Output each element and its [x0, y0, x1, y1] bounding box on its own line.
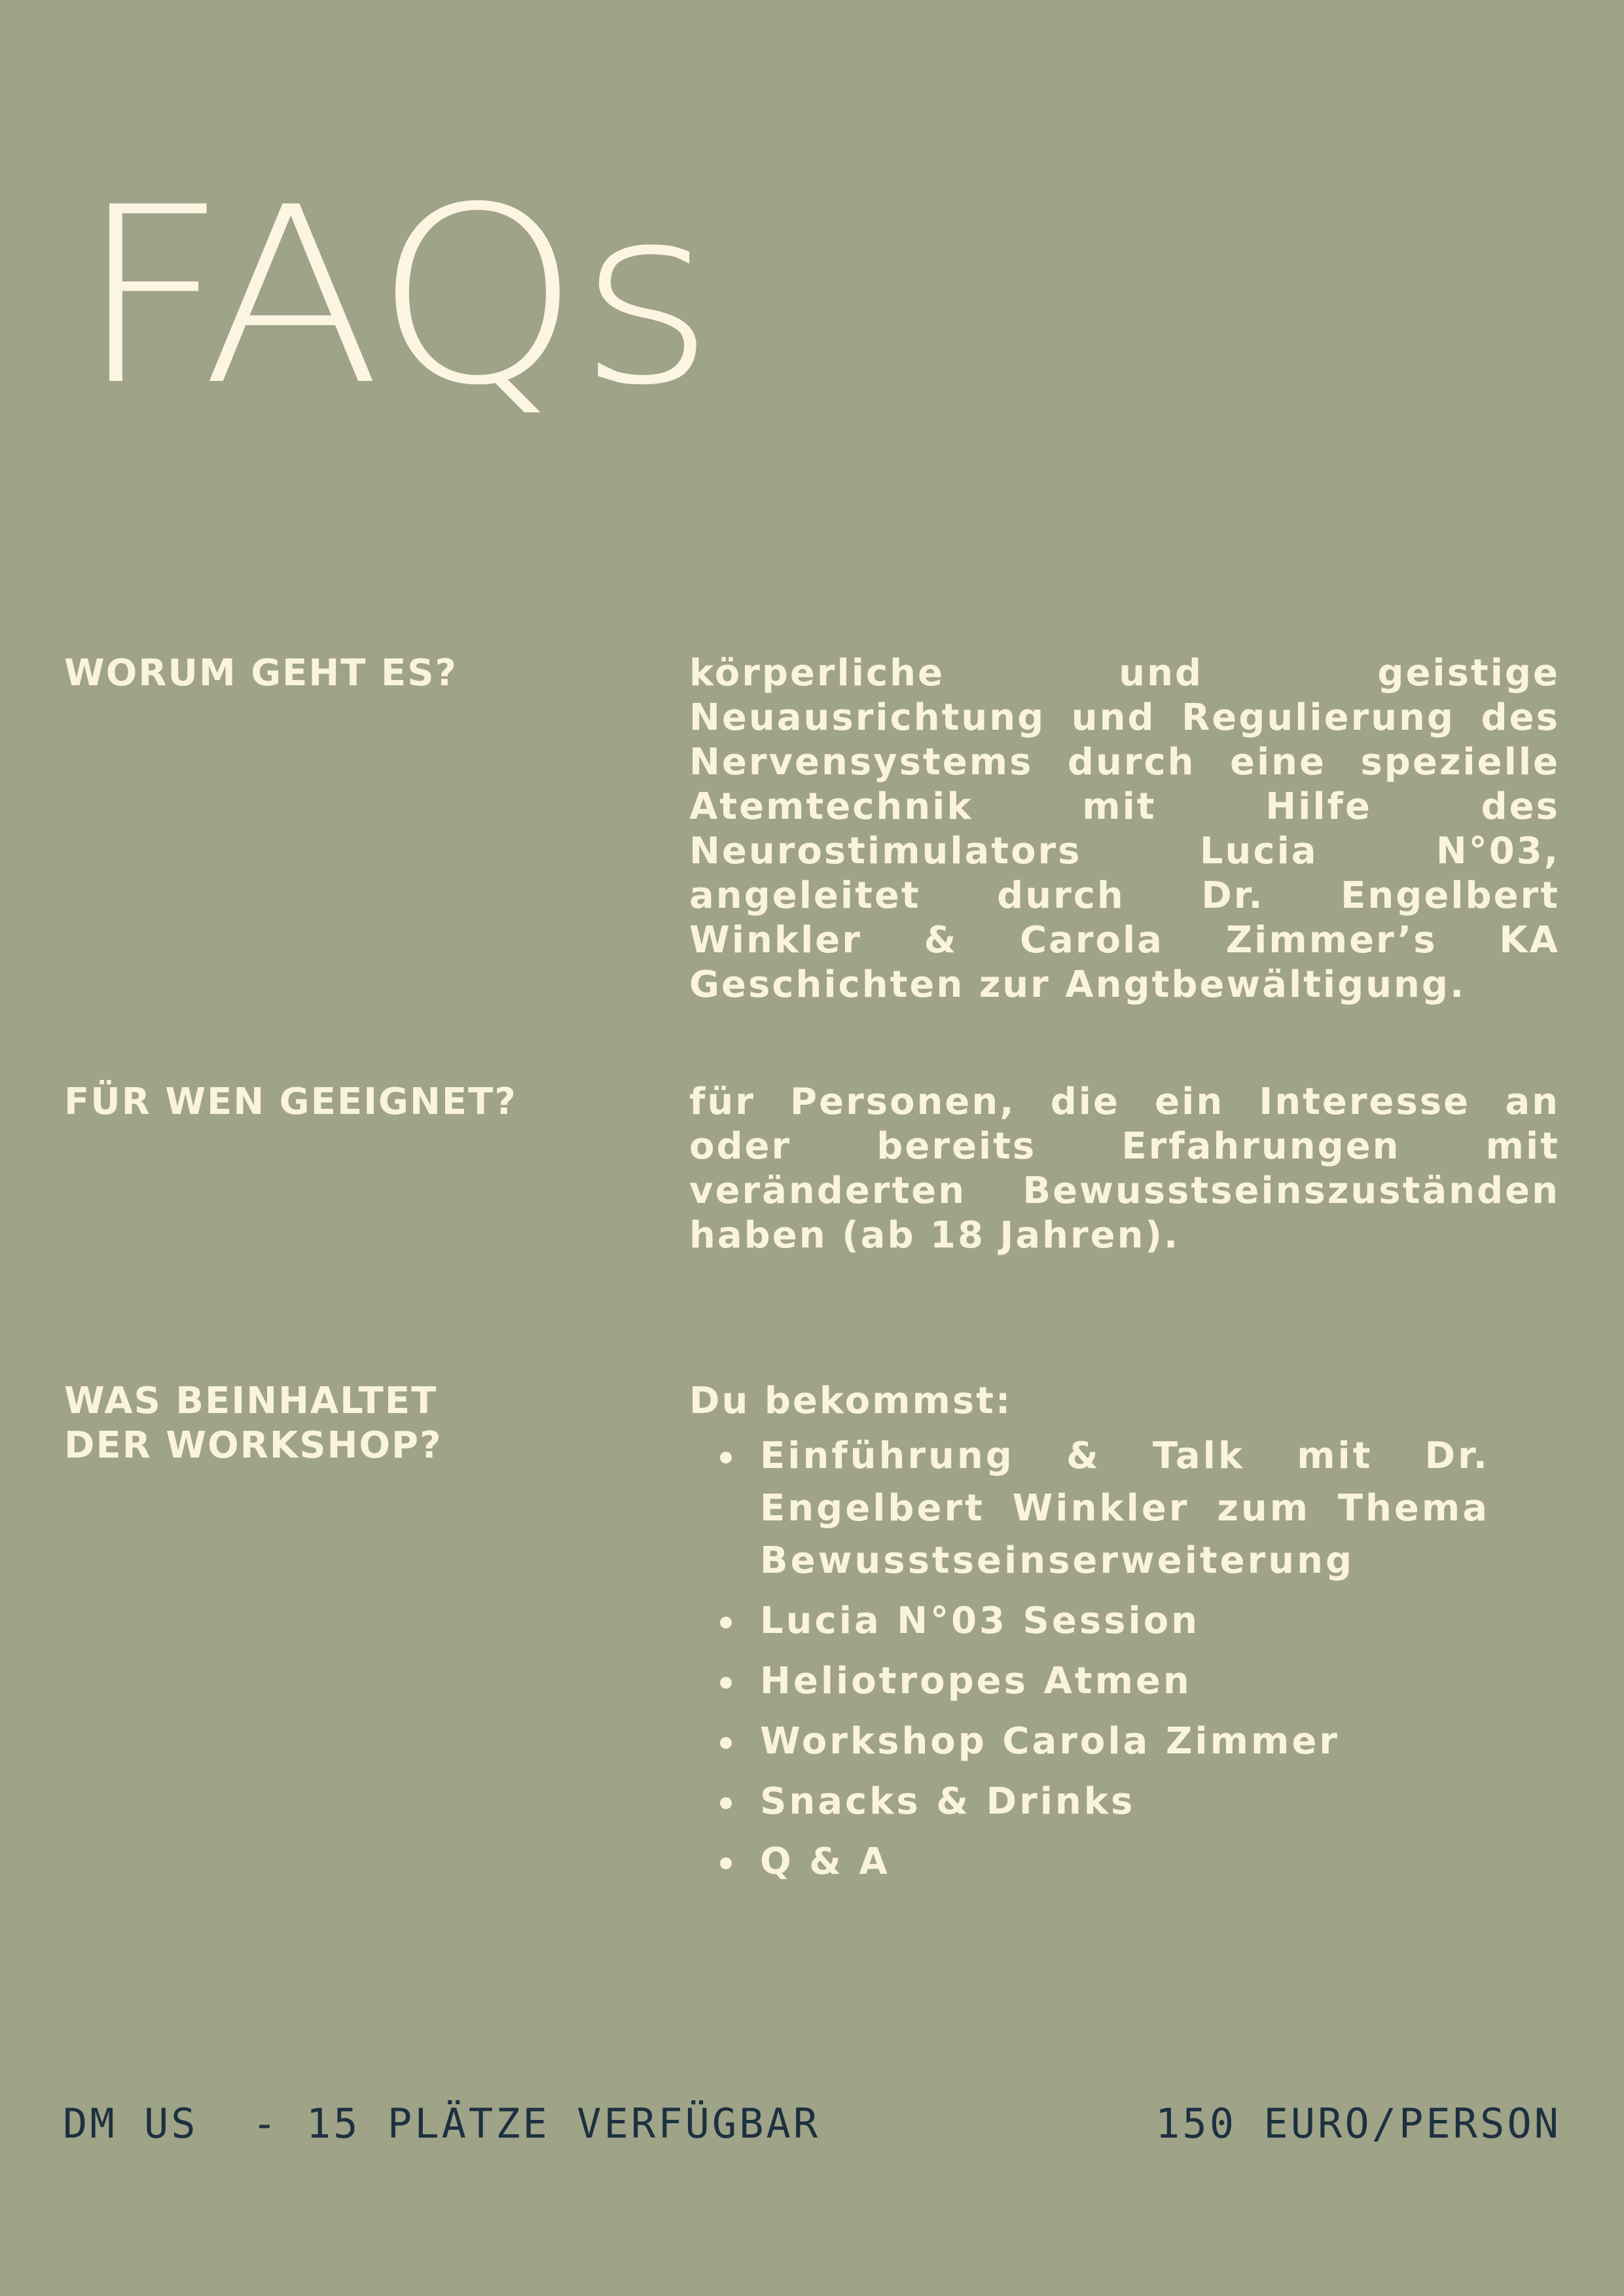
bullet-icon: [720, 1857, 732, 1869]
bullet-icon: [720, 1452, 732, 1463]
bullet-icon: [720, 1677, 732, 1689]
faq-answer: [689, 1379, 1560, 1896]
faq-question: WAS BEINHALTET DER WORKSHOP?: [64, 1380, 442, 1467]
bullet-icon: [720, 1617, 732, 1628]
included-items-list: [689, 1430, 1560, 1888]
list-item: Einführung & Talk mit Dr. Engelbert Winkler zum Thema Bewusstseinserweiterung: [689, 1430, 1490, 1587]
faq-answer: für Personen, die ein Interesse an oder bereits Erfahrungen mit veränderten Bewusstseinszuständen haben (ab 18 Jahren).: [689, 1081, 1560, 1257]
availability-note: DM US - 15 PLÄTZE VERFÜGBAR: [63, 2100, 821, 2147]
list-item: Workshop Carola Zimmer: [689, 1715, 1560, 1768]
faq-answer: körperliche und geistige Neuausrichtung und Regulierung des Nervensystems durch eine spezielle Atemtechnik mit Hilfe des Neurostimulators Lucia N°03, angeleitet durch Dr. Engelbert Winkler & Carola Zimmer’s KA Geschichten zur Angtbewältigung.: [689, 652, 1560, 1006]
bullet-icon: [720, 1797, 732, 1809]
list-item: Lucia N°03 Session: [689, 1595, 1560, 1647]
bullet-icon: [720, 1737, 732, 1749]
list-item: Q & A: [689, 1836, 1560, 1888]
page-title: FAQs: [77, 155, 713, 439]
faq-question: FÜR WEN GEEIGNET?: [64, 1081, 517, 1123]
list-item: Heliotropes Atmen: [689, 1655, 1560, 1708]
price-note: 150 EURO/PERSON: [1155, 2100, 1561, 2147]
list-item: Snacks & Drinks: [689, 1776, 1560, 1828]
list-lead: Du bekommst:: [689, 1380, 1013, 1422]
faq-question: WORUM GEHT ES?: [64, 652, 458, 694]
